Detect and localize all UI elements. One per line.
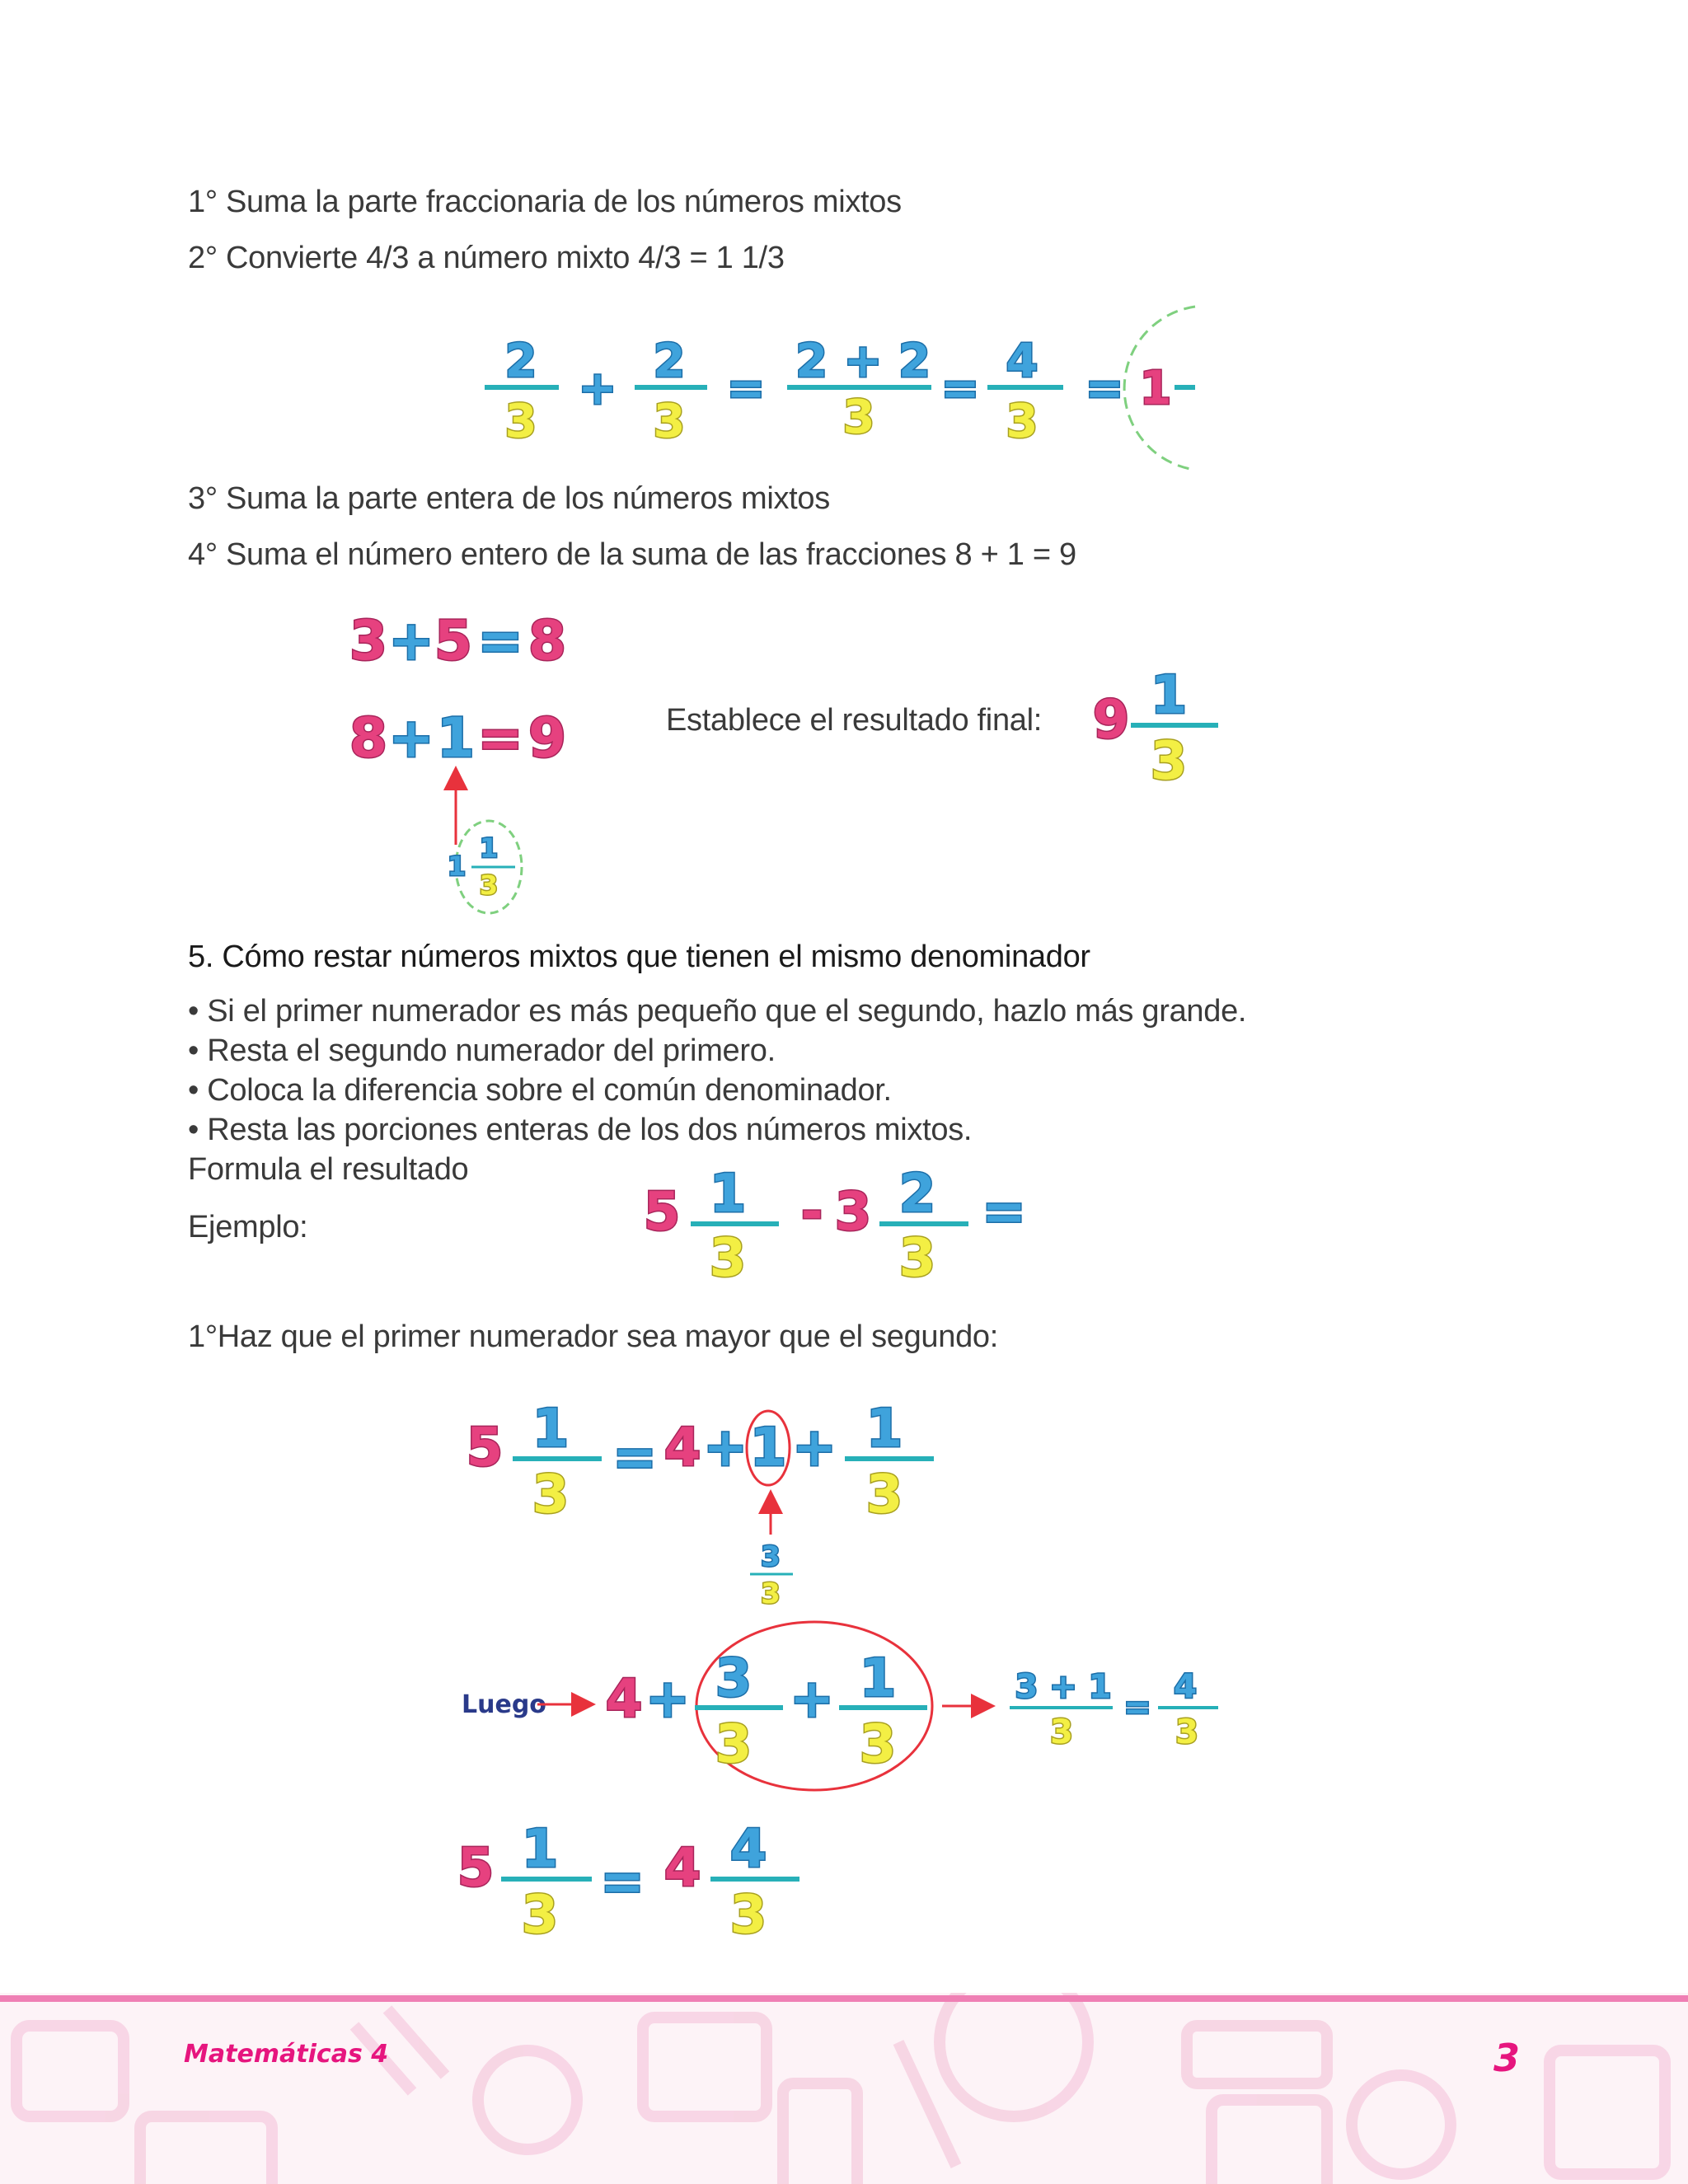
borrowed-one: 1 [749,1418,787,1479]
step-3: 3° Suma la parte entera de los números mixtos [188,481,830,516]
denominator: 3 [761,1577,781,1610]
numerator: 4 [1006,335,1039,388]
whole-number: 1 [447,851,467,882]
numerator: 1 [859,1648,897,1709]
footer-decoration [0,1993,1688,2184]
sum-result: 8 [528,609,566,673]
denominator: 3 [1150,731,1188,792]
denominator: 3 [898,1228,936,1289]
final-result [1093,665,1218,792]
denominator: 3 [1050,1713,1073,1751]
equals-sign: = [940,362,980,415]
whole-number: 4 [605,1669,643,1730]
denominator: 3 [532,1465,570,1526]
addend: 5 [434,609,472,673]
equals-sign: = [477,706,523,770]
example-expression [644,1164,1026,1289]
luego-label: Luego [462,1690,546,1719]
whole-number: 4 [663,1838,701,1899]
numerator: 2 [898,1164,936,1225]
whole-number: 9 [1092,690,1130,751]
equals-sign: = [600,1852,645,1913]
step-2: 2° Convierte 4/3 a número mixto 4/3 = 1 1/3 [188,241,785,275]
equals-sign: = [1123,1689,1151,1727]
whole-number: 3 [834,1182,872,1243]
denominator: 3 [865,1465,903,1526]
equals-sign: = [612,1427,657,1488]
example-label: Ejemplo: [188,1210,308,1244]
whole-number: 5 [643,1182,681,1243]
footer-pattern [0,1993,1688,2184]
denominator: 3 [859,1714,897,1775]
luego-equation [462,1622,1218,1790]
plus-sign: + [792,1418,837,1479]
numerator: 3 [715,1648,753,1709]
footer-line [0,1995,1688,2002]
section-heading: 5. Cómo restar números mixtos que tienen el mismo denominador [188,940,1090,974]
denominator: 3 [479,869,499,901]
minus-sign: - [800,1182,823,1243]
final-result-label: Establece el resultado final: [666,703,1043,738]
denominator: 3 [1175,1713,1198,1751]
whole-sum-equations [349,609,566,913]
numerator: 2 + 2 [795,335,931,388]
equals-sign: = [477,609,523,673]
denominator: 3 [521,1885,559,1946]
denominator: 3 [653,395,686,448]
plus-sign: + [645,1669,690,1730]
denominator: 3 [715,1714,753,1775]
numerator: 1 [1150,665,1188,726]
numerator: 1 [532,1399,570,1460]
page-number: 3 [1493,2036,1521,2080]
addend: 8 [349,706,387,770]
denominator: 3 [709,1228,747,1289]
whole-number: 5 [466,1418,504,1479]
numerator: 1 [865,1399,903,1460]
numerator: 3 [761,1540,781,1573]
bullet-2: • Resta el segundo numerador del primero. [188,1033,776,1068]
footer-title: Matemáticas 4 [184,2040,389,2069]
bullet-4: • Resta las porciones enteras de los dos números mixtos. [188,1113,973,1147]
numerator: 1 [709,1164,747,1225]
denominator: 3 [729,1885,767,1946]
denominator: 3 [842,391,875,444]
denominator: 3 [504,395,537,448]
numerator: 2 [653,335,686,388]
section-step-1: 1°Haz que el primer numerador sea mayor que el segundo: [188,1319,999,1354]
whole-number: 4 [663,1418,701,1479]
addend: 3 [349,609,387,673]
bullet-3: • Coloca la diferencia sobre el común denominador. [188,1073,892,1108]
numerator: 2 [504,335,537,388]
result-equation [457,1819,799,1946]
denominator: 3 [1006,395,1039,448]
formula-label: Formula el resultado [188,1152,469,1187]
numerator: 1 [521,1819,559,1880]
numerator: 4 [729,1819,767,1880]
numerator: 3 + 1 [1015,1668,1112,1706]
sum-result: 9 [528,706,566,770]
bullet-1: • Si el primer numerador es más pequeño que el segundo, hazlo más grande. [188,994,1247,1029]
equals-sign: = [726,362,766,415]
plus-sign: + [703,1418,748,1479]
plus-sign: + [388,706,434,770]
plus-sign: + [578,362,617,415]
numerator: 4 [1174,1668,1197,1706]
equals-sign: = [982,1182,1026,1243]
regroup-equation [467,1399,934,1610]
plus-sign: + [790,1669,834,1730]
plus-sign: + [388,609,434,673]
addend: 1 [437,706,475,770]
step-1: 1° Suma la parte fraccionaria de los números mixtos [188,185,902,219]
numerator: 1 [479,832,499,864]
step-4: 4° Suma el número entero de la suma de las fracciones 8 + 1 = 9 [188,537,1076,572]
fraction-sum-equation [485,307,1195,470]
equals-sign: = [1085,362,1124,415]
whole-number: 1 [1139,362,1172,415]
whole-number: 5 [457,1838,495,1899]
